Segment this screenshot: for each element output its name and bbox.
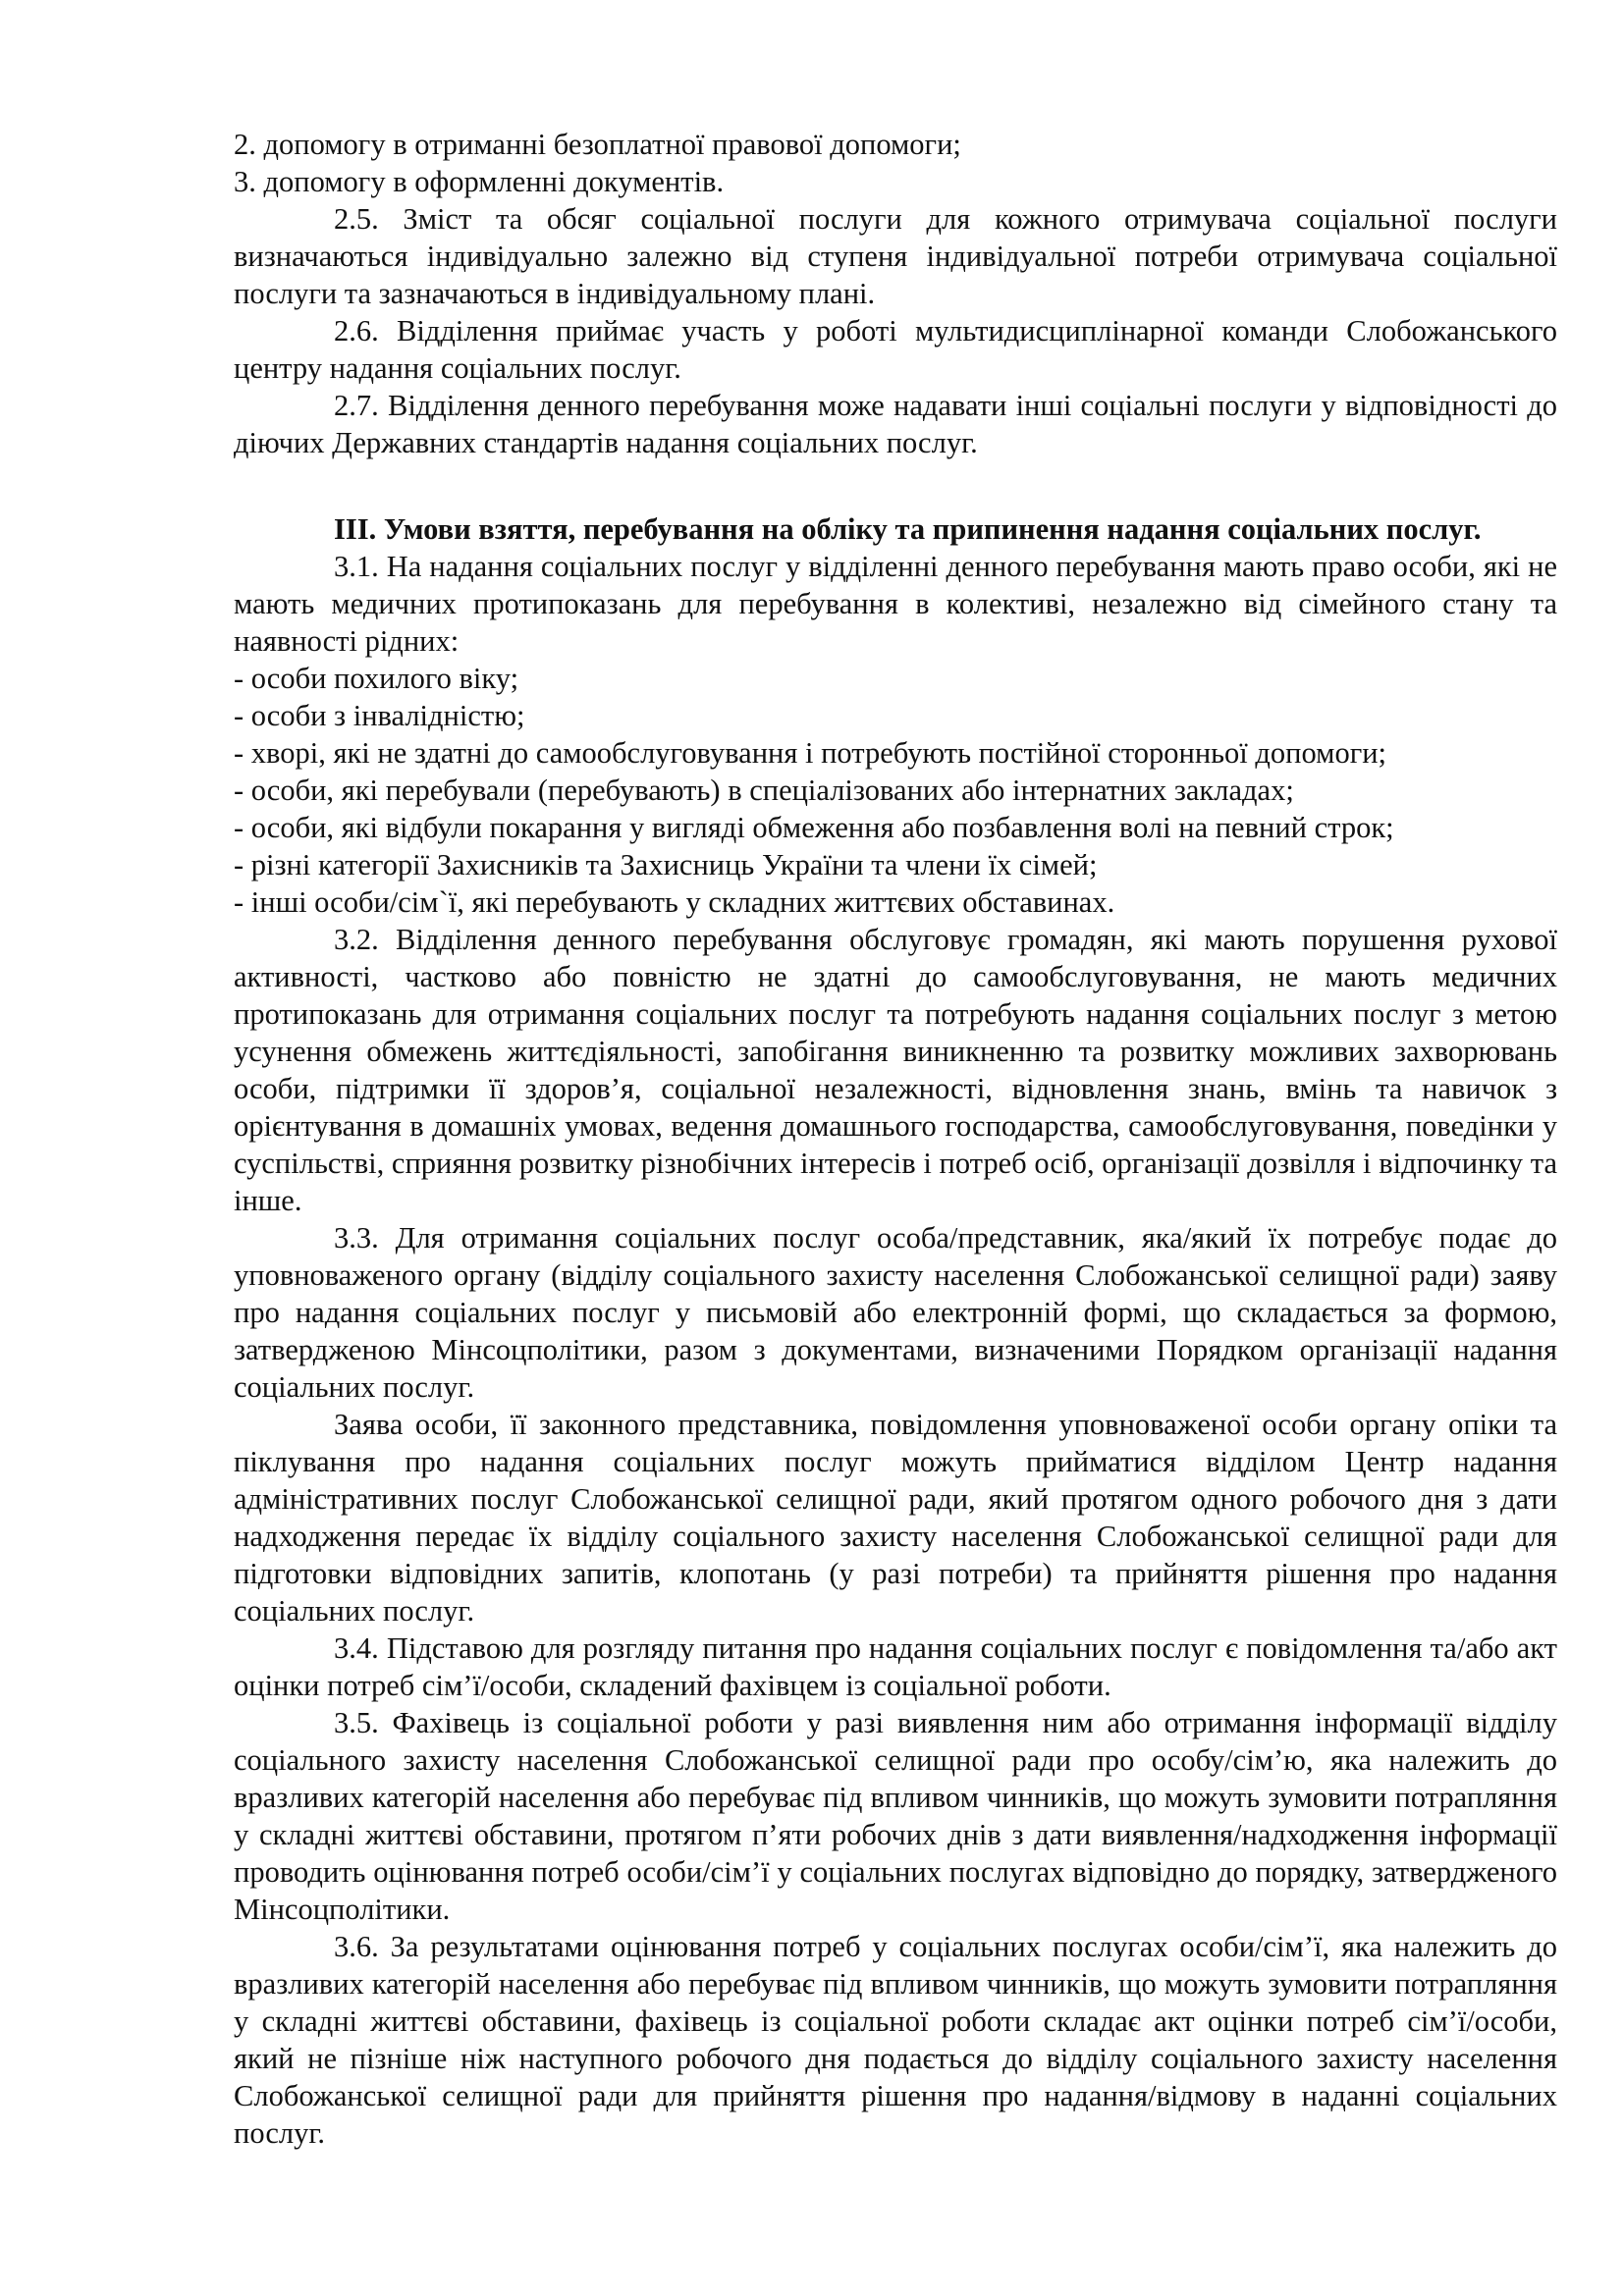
paragraph-3-6: 3.6. За результатами оцінювання потреб у соціальних послугах особи/сім’ї, яка належить до вразливих категорій населення або перебуває під впливом чинників, що можуть зумовити потрапляння у складні життєві обставини, фахівець із соціальної роботи складає акт оцінки потреб сім’ї/особи, який не пізніше ніж наступного робочого дня подається до відділу соціального захисту населення Слобожанської селищної ради для прийняття рішення про надання/відмову в наданні соціальних послуг. xyxy=(234,1930,1557,2150)
paragraph-3-3: 3.3. Для отримання соціальних послуг особа/представник, яка/який їх потребує подає до уповноваженого органу (відділу соціального захисту населення Слобожанської селищної ради) заяву про надання соціальних послуг у письмовій або електронній формі, що складається за формою, затвердженою Мінсоцполітики, разом з документами, визначеними Порядком організації надання соціальних послуг. xyxy=(234,1221,1557,1404)
paragraph-3-1: 3.1. На надання соціальних послуг у відділенні денного перебування мають право особи, які не мають медичних протипоказань для перебування в колективі, незалежно від сімейного стану та наявності рідних: xyxy=(234,550,1557,658)
eligibility-list xyxy=(234,660,1557,921)
section-3-heading: ІІІ. Умови взяття, перебування на обліку та припинення надання соціальних послуг. xyxy=(334,512,1482,546)
paragraph-3-3-application: Заява особи, її законного представника, повідомлення уповноваженої особи органу опіки та піклування про надання соціальних послуг можуть прийматися відділом Центр надання адміністративних послуг Слобожанської селищної ради, який протягом одного робочого дня з дати надходження передає їх відділу соціального захисту населення Слобожанської селищної ради для підготовки відповідних запитів, клопотань (у разі потреби) та прийняття рішення про надання соціальних послуг. xyxy=(234,1408,1557,1628)
paragraph-2-7: 2.7. Відділення денного перебування може надавати інші соціальні послуги у відповідності до діючих Державних стандартів надання соціальних послуг. xyxy=(234,389,1557,459)
intro-line-2: 2. допомогу в отриманні безоплатної правової допомоги; xyxy=(234,128,961,161)
list-item: - особи, які перебували (перебувають) в спеціалізованих або інтернатних закладах; xyxy=(234,774,1294,807)
list-item: - особи з інвалідністю; xyxy=(234,699,525,732)
paragraph-2-6: 2.6. Відділення приймає участь у роботі мультидисциплінарної команди Слобожанського центру надання соціальних послуг. xyxy=(234,314,1557,385)
list-item: - інші особи/сім`ї, які перебувають у складних життєвих обставинах. xyxy=(234,885,1115,919)
paragraph-2-5: 2.5. Зміст та обсяг соціальної послуги для кожного отримувача соціальної послуги визначаються індивідуально залежно від ступеня індивідуальної потреби отримувача соціальної послуги та зазначаються в індивідуальному плані. xyxy=(234,202,1557,310)
list-item: - особи похилого віку; xyxy=(234,662,519,695)
list-item: - різні категорії Захисників та Захисниць України та члени їх сімей; xyxy=(234,848,1098,881)
document-page xyxy=(234,126,1557,2152)
paragraph-3-5: 3.5. Фахівець із соціальної роботи у разі виявлення ним або отримання інформації відділу соціального захисту населення Слобожанської селищної ради про особу/сім’ю, яка належить до вразливих категорій населення або перебуває під впливом чинників, що можуть зумовити потрапляння у складні життєві обставини, протягом п’яти робочих днів з дати виявлення/надходження інформації проводить оцінювання потреб особи/сім’ї у соціальних послугах відповідно до порядку, затвердженого Мінсоцполітики. xyxy=(234,1706,1557,1926)
paragraph-3-2: 3.2. Відділення денного перебування обслуговує громадян, які мають порушення рухової активності, частково або повністю не здатні до самообслуговування, не мають медичних протипоказань для отримання соціальних послуг та потребують надання соціальних послуг з метою усунення обмежень життєдіяльності, запобігання виникненню та розвитку можливих захворювань особи, підтримки її здоров’я, соціальної незалежності, відновлення знань, вмінь та навичок з орієнтування в домашніх умовах, ведення домашнього господарства, самообслуговування, поведінки у суспільстві, сприяння розвитку різнобічних інтересів і потреб осіб, організації дозвілля і відпочинку та інше. xyxy=(234,923,1557,1217)
list-item: - хворі, які не здатні до самообслуговування і потребують постійної сторонньої допомоги; xyxy=(234,736,1387,770)
paragraph-3-4: 3.4. Підставою для розгляду питання про надання соціальних послуг є повідомлення та/або акт оцінки потреб сім’ї/особи, складений фахівцем із соціальної роботи. xyxy=(234,1631,1557,1702)
intro-line-3: 3. допомогу в оформленні документів. xyxy=(234,165,725,198)
list-item: - особи, які відбули покарання у вигляді обмеження або позбавлення волі на певний строк; xyxy=(234,811,1394,844)
